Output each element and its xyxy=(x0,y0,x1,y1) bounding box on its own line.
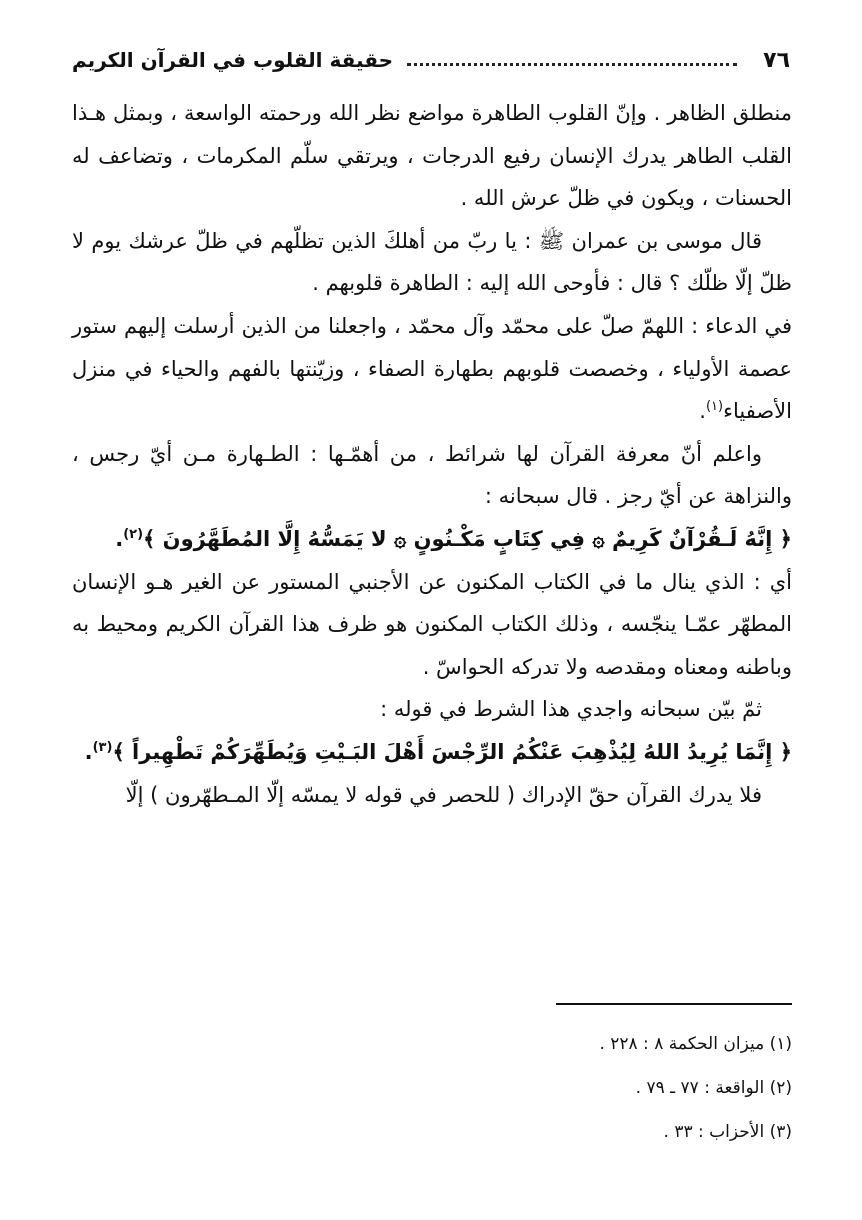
quran-verse-1-text: ﴿ إِنَّهُ لَـقُرْآنٌ كَرِيمٌ ۞ فِي كِتَابٍ مَكْـنُونٍ ۞ لا يَمَسُّهُ إِلَّا المُطَهَّرُونَ ﴾ xyxy=(143,526,792,551)
footnote-2: (٢) الواقعة : ٧٧ ـ ٧٩ . xyxy=(635,1078,792,1098)
paragraph-4: واعلم أنّ معرفة القرآن لها شرائط ، من أهمّـها : الطـهارة مـن أيّ رجس ، والنزاهة عن أيّ رجز . قال سبحانه : xyxy=(72,441,792,509)
footnote-ref-2: (٢) xyxy=(123,526,144,542)
book-title: حقيقة القلوب في القرآن الكريم xyxy=(72,48,393,72)
paragraph-3-text: في الدعاء : اللهمّ صلّ على محمّد وآل محمّد ، واجعلنا من الذين أرسلت إليهم ستور عصمة الأولياء ، وخصصت قلوبهم بطهارة الصفاء ، وزيّنتها بالفهم والحياء في منزل الأصفياء xyxy=(72,313,792,424)
footnote-ref-1: (١) xyxy=(705,399,724,415)
footnote-ref-3: (٣) xyxy=(92,739,113,755)
footnote-separator xyxy=(556,1003,792,1005)
running-header xyxy=(72,40,790,80)
page-number: ٧٦ xyxy=(763,47,790,73)
paragraph-5: أي : الذي ينال ما في الكتاب المكنون عن الأجنبي المستور عن الغير هـو الإنسان المطهّر عمّـا ينجّسه ، وذلك الكتاب المكنون هو ظرف هذا القرآن الكريم ومحيط به وباطنه ومعناه ومقدصه ولا تدركه الحواسّ . xyxy=(72,569,792,679)
quran-verse-2-end: . xyxy=(84,739,93,764)
paragraph-2: قال موسى بن عمران ﷺ : يا ربّ من أهلكَ الذين تظلّهم في ظلّ عرشك يوم لا ظلّ إلّا ظلّك ؟ قال : فأوحى الله إليه : الطاهرة قلوبهم . xyxy=(72,228,792,296)
paragraph-3-end: . xyxy=(699,399,706,424)
paragraph-7: فلا يدرك القرآن حقّ الإدراك ( للحصر في قوله لا يمسّه إلّا المـطهّرون ) إلّا xyxy=(125,782,762,807)
footnote-3: (٣) الأحزاب : ٣٣ . xyxy=(663,1122,792,1142)
main-text xyxy=(72,92,792,816)
header-dot-leader xyxy=(407,63,737,66)
paragraph-6: ثمّ بيّن سبحانه واجدي هذا الشرط في قوله : xyxy=(380,697,762,722)
footnote-1: (١) ميزان الحكمة ٨ : ٢٢٨ . xyxy=(599,1034,792,1054)
paragraph-3 xyxy=(72,305,792,433)
quran-verse-1 xyxy=(72,518,792,561)
quran-verse-2 xyxy=(72,731,792,774)
paragraph-1: منطلق الظاهر . وإنّ القلوب الطاهرة مواضع نظر الله ورحمته الواسعة ، وبمثل هـذا القلب الطاهر يدرك الإنسان رفيع الدرجات ، ويرتقي سلّم المكرمات ، وتضاعف له الحسنات ، ويكون في ظلّ عرش الله . xyxy=(72,101,792,211)
quran-verse-1-end: . xyxy=(115,526,124,551)
footnotes xyxy=(372,1022,792,1154)
quran-verse-2-text: ﴿ إِنَّمَا يُرِيدُ اللهُ لِيُذْهِبَ عَنْكُمُ الرِّجْسَ أَهْلَ البَـيْتِ وَيُطَهِّرَكُمْ تَطْهِيراً ﴾ xyxy=(112,739,792,764)
